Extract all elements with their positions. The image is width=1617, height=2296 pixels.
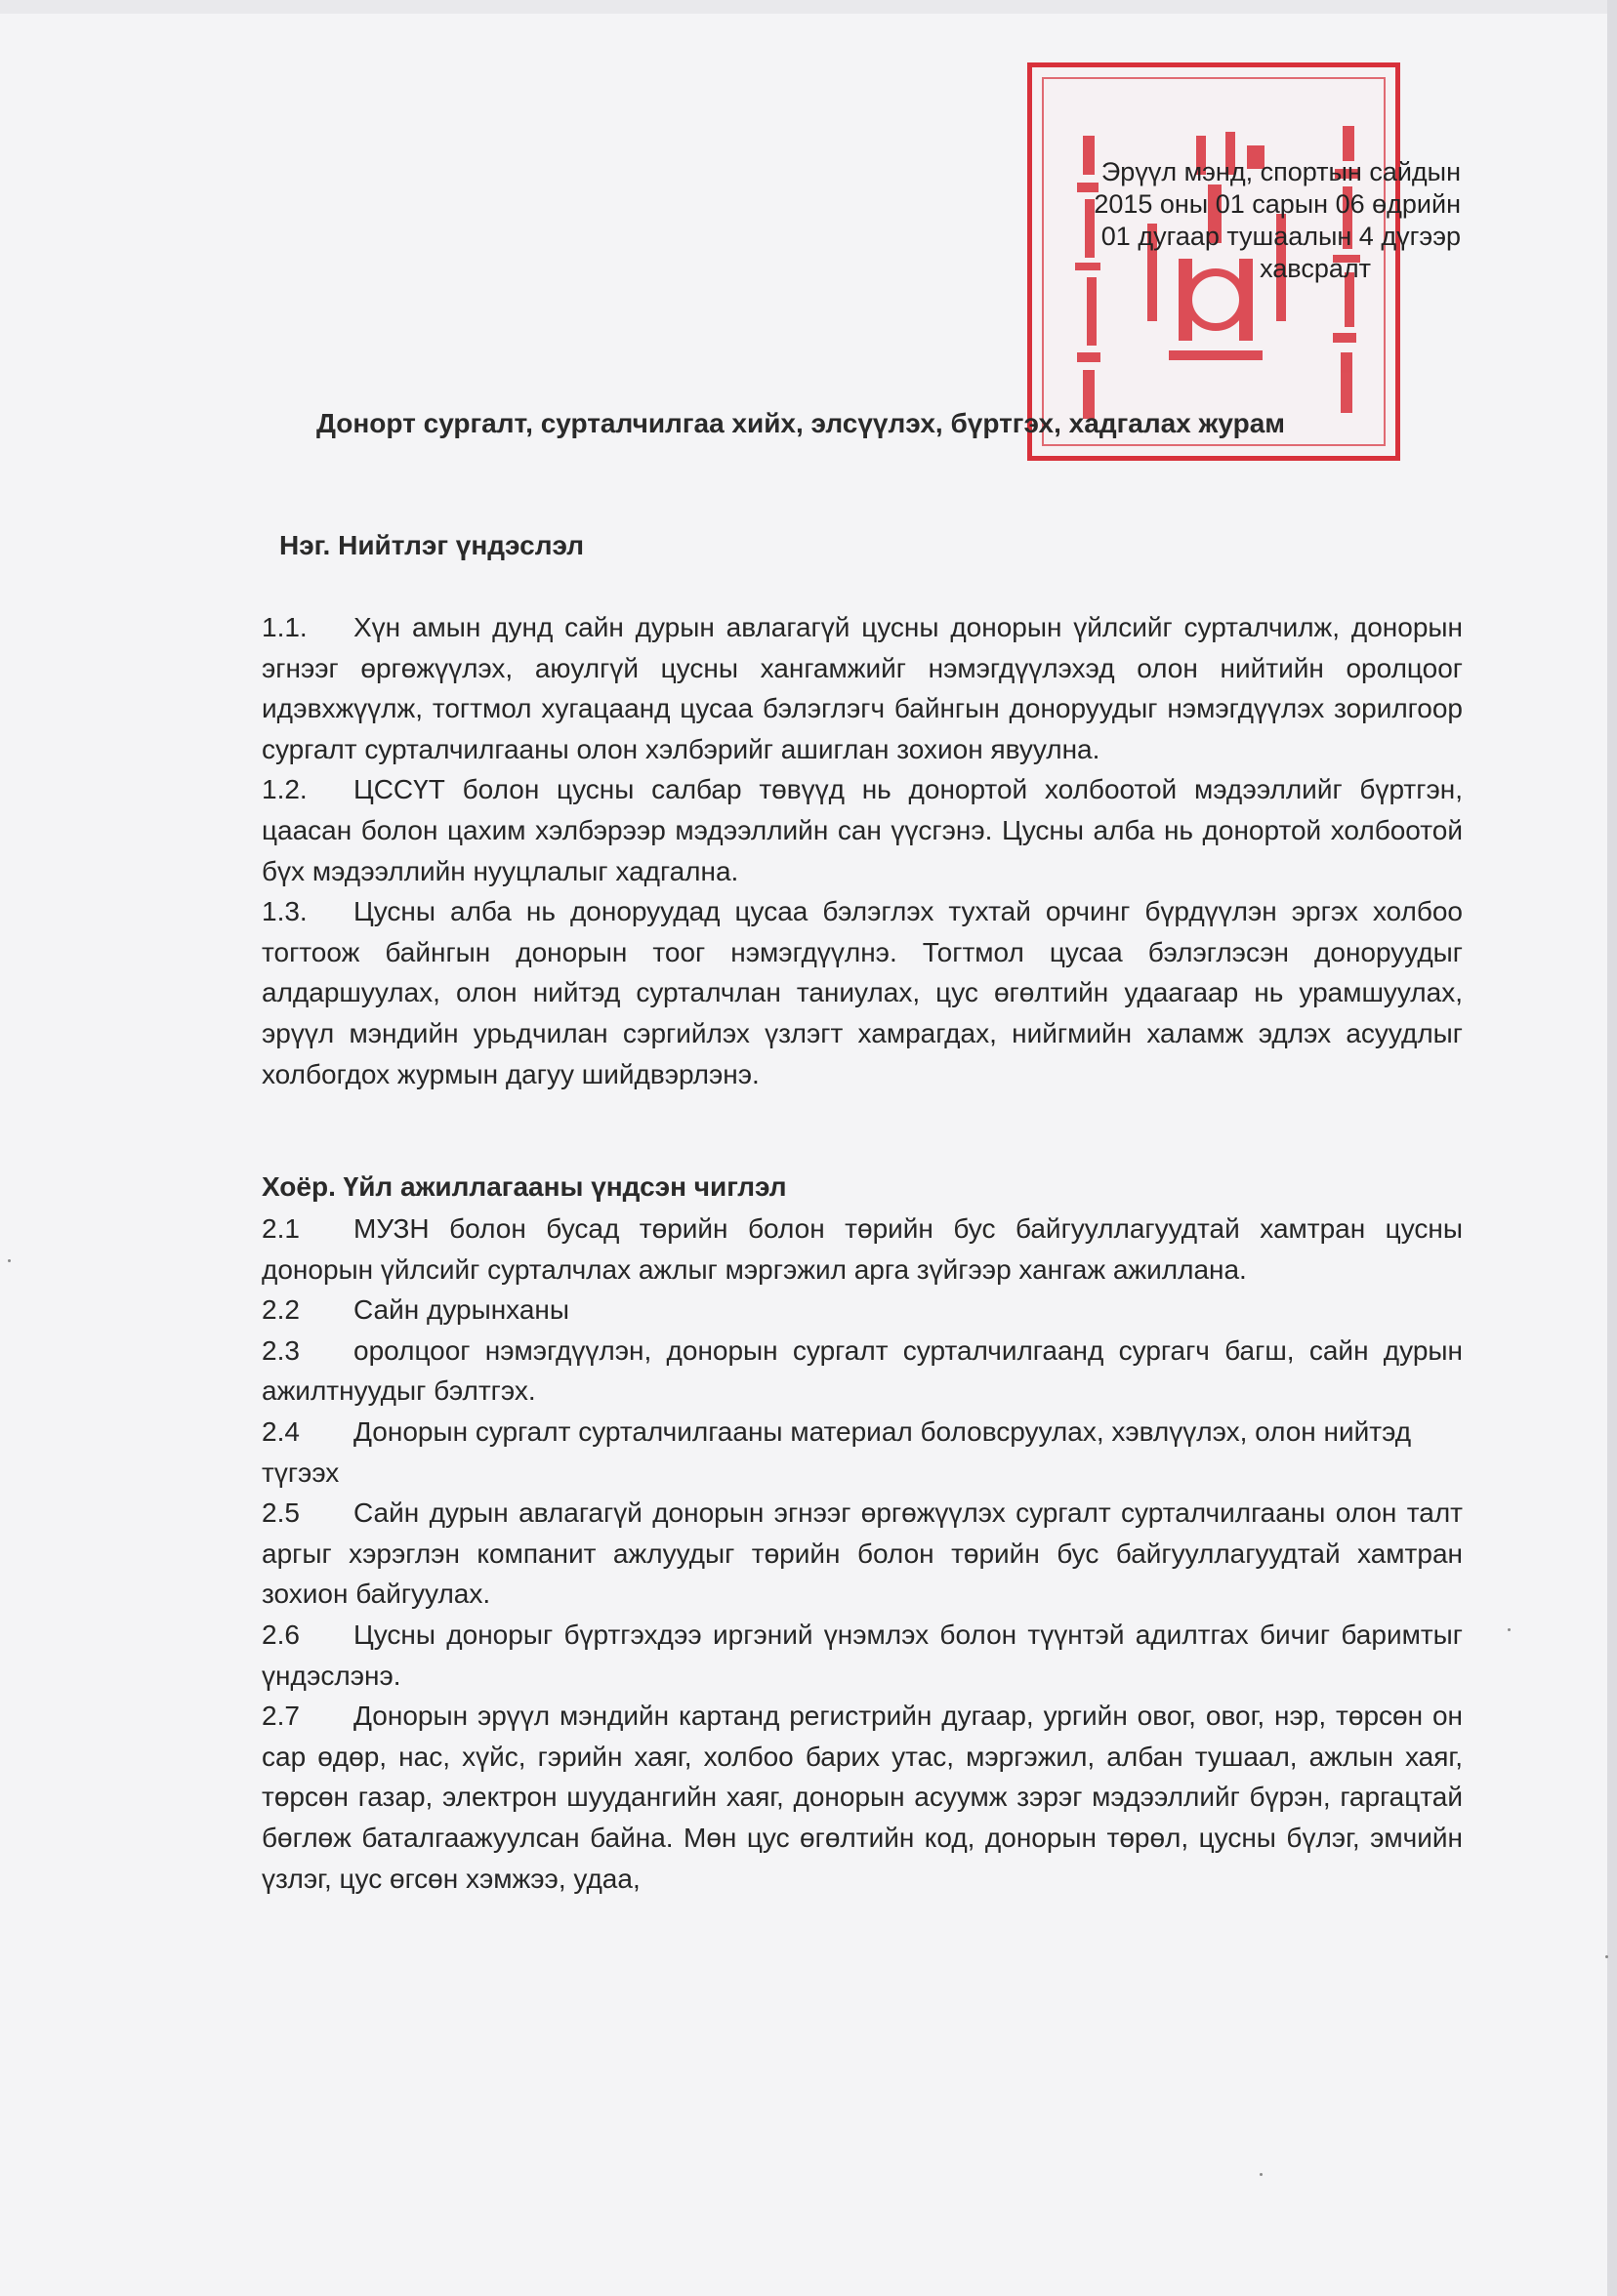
scan-speck <box>8 1259 11 1262</box>
paragraph-text: Сайн дурын авлагагүй донорын эгнээг өргөжүүлэх сургалт сурталчилгааны олон талт аргыг хэрэглэн компанит ажлуудыг төрийн болон төрийн бус байгууллагуудтай хамтран зохион байгуулах. <box>262 1497 1463 1610</box>
paragraph-text: Цусны алба нь доноруудад цусаа бэлэглэх тухтай орчинг бүрдүүлэн эргэх холбоо тогтоож байнгын донорын тоог нэмэгдүүлнэ. Тогтмол цусаа бэлэглэсэн доноруудыг алдаршуулах, олон нийтэд сурталчлан таниулах, цус өгөлтийн удаагаар нь урамшуулах, эрүүл мэндийн урьдчилан сэргийлэх үзлэгт хамрагдах, нийгмийн халамж эдлэх асуудлыг холбогдох журмын дагуу шийдвэрлэнэ. <box>262 896 1463 1089</box>
section-heading-1: Нэг. Нийтлэг үндэслэл <box>279 530 585 560</box>
paragraph-number: 1.1. <box>262 612 308 642</box>
section-1-body <box>262 607 1463 1094</box>
paragraph-number: 1.3. <box>262 896 308 927</box>
paragraph-2-4 <box>262 1412 1463 1493</box>
paragraph-number: 2.2 <box>262 1294 300 1326</box>
scan-speck <box>1260 2173 1263 2176</box>
paragraph-1-3 <box>262 891 1463 1094</box>
paragraph-text: ЦССҮТ болон цусны салбар төвүүд нь донортой холбоотой мэдээллийг бүртгэн, цаасан болон цахим хэлбэрээр мэдээллийн сан үүсгэнэ. Цусны алба нь донортой холбоотой бүх мэдээллийн нууцлалыг хадгална. <box>262 774 1463 886</box>
appendix-note-line: хавсралт <box>1260 254 1371 283</box>
section-2-body <box>262 1209 1463 1899</box>
appendix-note-line: 2015 оны 01 сарын 06 өдрийн <box>1094 189 1461 219</box>
paragraph-1-2 <box>262 769 1463 891</box>
appendix-note <box>1031 156 1461 285</box>
scan-right-edge <box>1607 0 1617 2296</box>
paragraph-2-6 <box>262 1615 1463 1696</box>
scan-speck <box>1605 1955 1608 1958</box>
paragraph-text: Цусны донорыг бүртгэхдээ иргэний үнэмлэх болон түүнтэй адилтгах бичиг баримтыг үндэслэнэ. <box>262 1619 1463 1691</box>
paragraph-number: 2.1 <box>262 1213 300 1244</box>
paragraph-2-2 <box>262 1290 1463 1331</box>
paragraph-continuation: түгээх <box>262 1456 340 1488</box>
paragraph-text: МУЗН болон бусад төрийн болон төрийн бус байгууллагуудтай хамтран цусны донорын үйлсийг сурталчлах ажлыг мэргэжил арга зүйгээр хангаж ажиллана. <box>262 1213 1463 1285</box>
paragraph-text: Хүн амын дунд сайн дурын авлагагүй цусны донорын үйлсийг сурталчилж, донорын эгнээг өргөжүүлэх, аюулгүй цусны хангамжийг нэмэгдүүлэхэд олон нийтийн оролцоог идэвхжүүлж, тогтмол хугацаанд цусаа бэлэглэгч байнгын доноруудыг нэмэгдүүлэх зорилгоор сургалт сурталчилгааны олон хэлбэрийг ашиглан зохион явуулна. <box>262 612 1463 764</box>
appendix-note-line: Эрүүл мэнд, спортын сайдын <box>1100 157 1461 186</box>
paragraph-2-1 <box>262 1209 1463 1290</box>
paragraph-number: 2.5 <box>262 1497 300 1529</box>
document-title: Донорт сургалт, сурталчилгаа хийх, элсүүлэх, бүртгэх, хадгалах журам <box>316 408 1285 438</box>
section-heading-2: Хоёр. Үйл ажиллагааны үндсэн чиглэл <box>262 1171 787 1202</box>
paragraph-text: оролцоог нэмэгдүүлэн, донорын сургалт сурталчилгаанд сургагч багш, сайн дурын ажилтнуудыг бэлтгэх. <box>262 1334 1463 1407</box>
paragraph-number: 2.7 <box>262 1701 300 1732</box>
appendix-note-line: 01 дугаар тушаалын 4 дүгээр <box>1100 222 1461 251</box>
paragraph-2-7 <box>262 1696 1463 1899</box>
paragraph-number: 2.6 <box>262 1619 300 1650</box>
paragraph-2-3 <box>262 1331 1463 1412</box>
paragraph-number: 2.4 <box>262 1415 300 1447</box>
paragraph-text: Сайн дурынханы <box>353 1294 570 1326</box>
scan-top-edge <box>0 0 1617 14</box>
paragraph-text: Донорын эрүүл мэндийн картанд регистрийн дугаар, ургийн овог, овог, нэр, төрсөн он сар өдөр, нас, хүйс, гэрийн хаяг, холбоо барих утас, мэргэжил, албан тушаал, ажлын хаяг, төрсөн газар, электрон шуудангийн хаяг, донорын асуумж зэрэг мэдээллийг бүрэн, гаргацтай бөглөж баталгаажуулсан байна. Мөн цус өгөлтийн код, донорын төрөл, цусны бүлэг, эмчийн үзлэг, цус өгсөн хэмжээ, удаа, <box>262 1701 1463 1894</box>
scan-speck <box>1508 1628 1511 1631</box>
paragraph-number: 1.2. <box>262 774 308 805</box>
paragraph-2-5 <box>262 1493 1463 1615</box>
paragraph-number: 2.3 <box>262 1334 300 1366</box>
paragraph-1-1 <box>262 607 1463 769</box>
paragraph-text: Донорын сургалт сурталчилгааны материал боловсруулах, хэвлүүлэх, олон нийтэд <box>353 1415 1412 1447</box>
